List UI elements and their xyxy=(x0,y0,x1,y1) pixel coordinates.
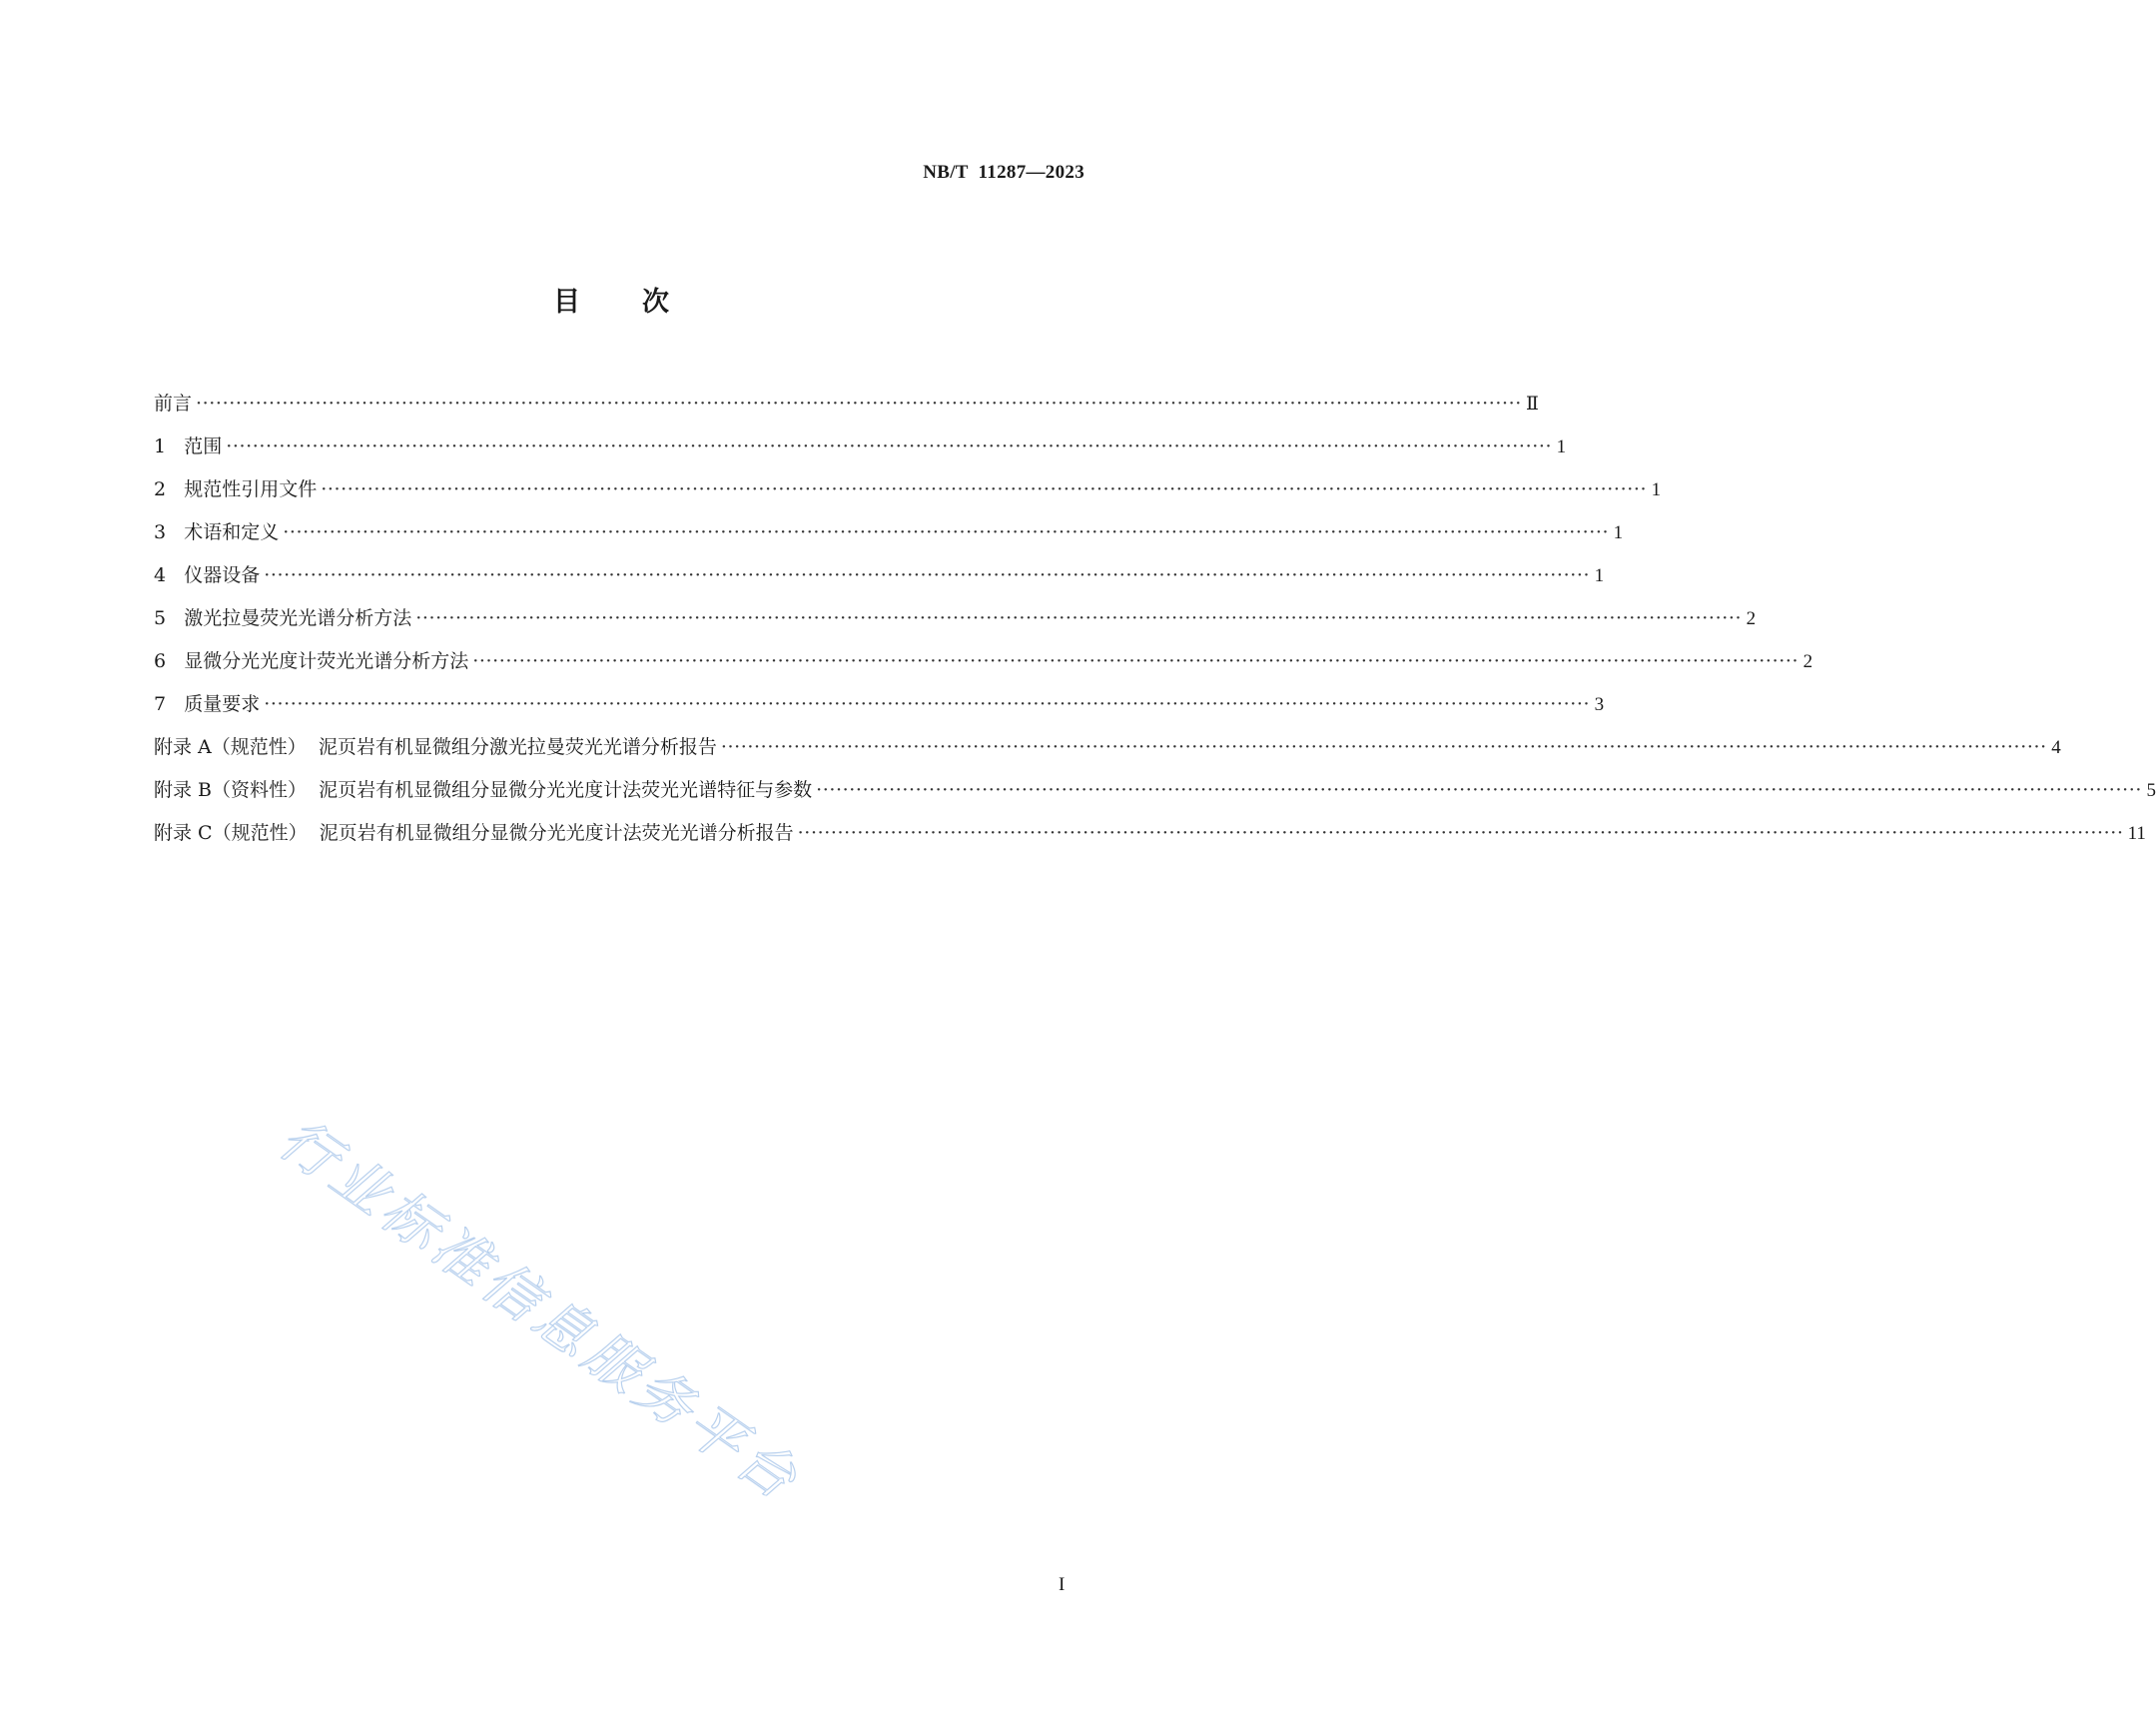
toc-entry-appendix-a[interactable] xyxy=(154,735,2061,778)
toc-entry-page: Ⅱ xyxy=(1525,394,1539,415)
standard-number: NB/T 11287—2023 xyxy=(923,162,1084,183)
toc-entry-text: 2 规范性引用文件 xyxy=(154,478,318,500)
toc-entry-text: 附录 C（规范性） 泥页岩有机显微组分显微分光光度计法荧光光谱分析报告 xyxy=(154,822,794,844)
toc-leader-dots: ········································································································································································································ xyxy=(283,521,1610,543)
toc-entry-page: 3 xyxy=(1594,694,1605,715)
toc-entry-appendix-b[interactable] xyxy=(154,778,2156,821)
toc-leader-dots: ········································································································································································································ xyxy=(264,564,1591,586)
toc-list xyxy=(154,392,2156,864)
toc-entry-page: 1 xyxy=(1651,479,1662,500)
page-number: I xyxy=(1059,1574,1066,1595)
toc-leader-dots: ········································································································································································································ xyxy=(321,478,1648,500)
toc-entry-page: 2 xyxy=(1746,608,1757,629)
toc-entry-page: 4 xyxy=(2051,737,2061,758)
toc-entry-page: 2 xyxy=(1802,651,1813,672)
toc-entry-text: 4 仪器设备 xyxy=(154,564,261,586)
toc-entry-instruments[interactable] xyxy=(154,563,1605,606)
toc-entry-foreword[interactable] xyxy=(154,392,1539,434)
toc-leader-dots: ········································································································································································································ xyxy=(226,435,1553,457)
toc-entry-quality-requirements[interactable] xyxy=(154,692,1605,735)
toc-entry-text: 6 显微分光光度计荧光光谱分析方法 xyxy=(154,650,469,672)
toc-entry-text: 7 质量要求 xyxy=(154,693,261,715)
toc-leader-dots: ········································································································································································································ xyxy=(816,779,2143,801)
toc-entry-scope[interactable] xyxy=(154,434,1567,477)
toc-entry-page: 11 xyxy=(2127,823,2146,844)
toc-entry-page: 5 xyxy=(2146,780,2156,801)
toc-leader-dots: ········································································································································································································ xyxy=(720,736,2047,758)
toc-leader-dots: ········································································································································································································ xyxy=(472,650,1799,672)
toc-entry-page: 1 xyxy=(1613,522,1624,543)
toc-entry-text: 附录 A（规范性） 泥页岩有机显微组分激光拉曼荧光光谱分析报告 xyxy=(154,736,717,758)
toc-entry-terms-definitions[interactable] xyxy=(154,520,1624,563)
toc-leader-dots: ········································································································································································································ xyxy=(415,607,1743,629)
toc-leader-dots: ········································································································································································································ xyxy=(196,393,1522,415)
toc-entry-text: 1 范围 xyxy=(154,435,223,457)
toc-entry-page: 1 xyxy=(1556,436,1567,457)
toc-entry-spectrophotometer-method[interactable] xyxy=(154,649,1813,692)
watermark: 行业标准信息服务平台 xyxy=(267,1106,812,1515)
toc-entry-normative-references[interactable] xyxy=(154,477,1662,520)
toc-title: 目次 xyxy=(553,287,731,318)
toc-entry-text: 3 术语和定义 xyxy=(154,521,280,543)
toc-leader-dots: ········································································································································································································ xyxy=(264,693,1591,715)
toc-entry-raman-method[interactable] xyxy=(154,606,1757,649)
toc-leader-dots: ········································································································································································································ xyxy=(797,822,2124,844)
toc-entry-text: 附录 B（资料性） 泥页岩有机显微组分显微分光光度计法荧光光谱特征与参数 xyxy=(154,779,813,801)
toc-entry-text: 5 激光拉曼荧光光谱分析方法 xyxy=(154,607,412,629)
toc-entry-text: 前言 xyxy=(154,393,193,415)
toc-entry-appendix-c[interactable] xyxy=(154,821,2146,864)
toc-entry-page: 1 xyxy=(1594,565,1605,586)
